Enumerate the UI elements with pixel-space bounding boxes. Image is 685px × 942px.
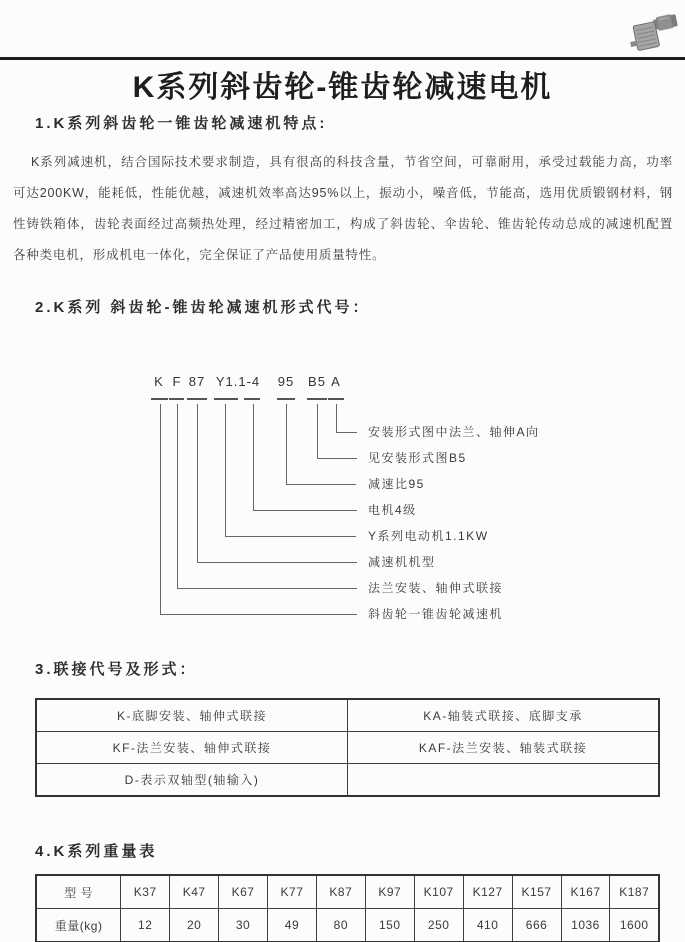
weight-table-cell: 49 [268,909,317,942]
leader-line [177,404,178,588]
code-underline [169,398,184,400]
weight-table-cell: 410 [463,909,512,942]
gearmotor-icon [626,11,682,57]
section2-heading: 2.K系列 斜齿轮-锥齿轮减速机形式代号： [35,299,371,316]
leader-connector [177,588,357,589]
code-part-F: F [172,374,182,389]
weight-table-cell: 重量(kg) [36,909,121,942]
code-part-Y114: Y1.1-4 [215,374,261,389]
weight-table-header-cell: K167 [561,875,610,909]
connection-code-table [35,698,660,797]
diagram-label-frame-size: 减速机机型 [368,555,436,569]
gearmotor-product-photo [626,11,682,57]
leader-line [336,404,337,432]
leader-connector [286,484,356,485]
table-row [36,764,659,797]
weight-table-header-cell: K77 [268,875,317,909]
code-underline [244,398,260,400]
weight-table-header-cell: K157 [512,875,561,909]
code-part-B5: B5 [308,374,326,389]
leader-line [160,404,161,614]
code-underline [151,398,168,400]
leader-connector [197,562,357,563]
diagram-label-gear-type: 斜齿轮一锥齿轮减速机 [368,607,504,621]
code-underline [277,398,295,400]
table-cell: KAF-法兰安装、轴装式联接 [348,732,660,764]
weight-table-header-cell: K37 [121,875,170,909]
weight-table-cell: 12 [121,909,170,942]
leader-line [253,404,254,510]
code-part-K: K [154,374,164,389]
weight-table-header-cell: K127 [463,875,512,909]
code-underline [328,398,344,400]
leader-connector [225,536,356,537]
weight-table-header-cell: K67 [219,875,268,909]
weight-table-cell: 666 [512,909,561,942]
header-rule [0,57,685,60]
code-part-A: A [331,374,341,389]
section3-heading: 3.联接代号及形式： [35,661,198,678]
diagram-label-b5: 见安装形式图B5 [368,451,467,465]
section4-heading: 4.K系列重量表 [35,843,158,860]
code-underline [307,398,327,400]
leader-connector [253,510,357,511]
leader-line [225,404,226,536]
weight-table-cell: 30 [219,909,268,942]
leader-line [286,404,287,484]
weight-table-header-cell: 型 号 [36,875,121,909]
code-underline [187,398,207,400]
weight-table-cell: 150 [365,909,414,942]
table-row [36,732,659,764]
table-cell: KF-法兰安装、轴伸式联接 [36,732,348,764]
table-row [36,875,659,909]
leader-connector [317,458,357,459]
code-underline [214,398,238,400]
leader-line [317,404,318,458]
page-title: K系列斜齿轮-锥齿轮减速电机 [132,71,553,104]
diagram-label-motor-power: Y系列电动机1.1KW [368,529,489,543]
weight-table-cell: 1600 [610,909,659,942]
section1-heading: 1.K系列斜齿轮一锥齿轮减速机特点: [35,115,328,132]
table-cell: KA-轴装式联接、底脚支承 [348,699,660,732]
form-code-diagram [0,372,685,640]
code-part-95: 95 [277,374,295,389]
table-cell: D-表示双轴型(轴输入) [36,764,348,797]
table-row [36,909,659,942]
weight-table-cell: 20 [170,909,219,942]
leader-connector [336,432,357,433]
weight-table-header-cell: K87 [316,875,365,909]
diagram-label-mounting-a: 安装形式图中法兰、轴伸A向 [368,425,540,439]
code-part-87: 87 [188,374,206,389]
table-cell [348,764,660,797]
weight-table-cell: 1036 [561,909,610,942]
weight-table-cell: 250 [414,909,463,942]
diagram-label-ratio: 减速比95 [368,477,425,491]
weight-table-header-cell: K47 [170,875,219,909]
weight-table-header-cell: K107 [414,875,463,909]
section1-paragraph: K系列减速机，结合国际技术要求制造，具有很高的科技含量，节省空间，可靠耐用，承受过载能力高，功率可达200KW，能耗低，性能优越，减速机效率高达95%以上，振动小，噪音低，节能高，选用优质锻钢材料，钢性铸铁箱体，齿轮表面经过高频热处理，经过精密加工，构成了斜齿轮、伞齿轮、锥齿轮传动总成的减速机配置各种类电机，形成机电一体化，完全保证了产品使用质量特性。 [13,155,673,262]
diagram-label-flange-mount: 法兰安装、轴伸式联接 [368,581,504,595]
diagram-label-motor-poles: 电机4级 [368,503,417,517]
leader-connector [160,614,357,615]
weight-table-cell: 80 [316,909,365,942]
weight-table-header-cell: K97 [365,875,414,909]
weight-table-header-cell: K187 [610,875,659,909]
weight-table [35,874,660,942]
leader-line [197,404,198,562]
table-cell: K-底脚安装、轴伸式联接 [36,699,348,732]
table-row [36,699,659,732]
